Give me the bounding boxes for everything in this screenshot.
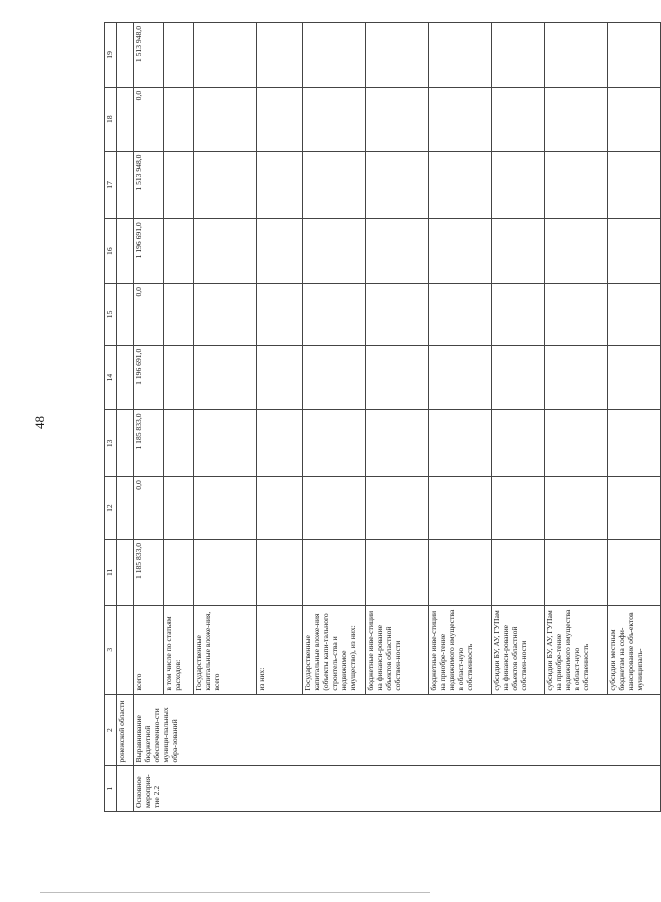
row-label: Государственные капитальные вложе-ния, всего [194,605,257,694]
measure-title: Основное мероприя-тие 2.2 [134,766,661,812]
header-col-1: 1 [105,766,117,812]
row-label: из них: [257,605,303,694]
header-col-12: 12 [105,477,117,540]
value-cell: 1 185 833,0 [134,410,164,477]
continuation-col-3 [117,605,134,694]
row-label: бюджетные инве-стиции на приобре-тение недвижимого имущества в област-ную собственность [429,605,492,694]
header-col-11: 11 [105,539,117,605]
table-row [492,23,545,812]
continuation-row [117,23,134,812]
header-col-16: 16 [105,219,117,284]
header-col-13: 13 [105,410,117,477]
header-col-14: 14 [105,345,117,410]
header-col-3: 3 [105,605,117,694]
value-cell: 0,0 [134,87,164,151]
table-row [164,23,194,812]
continuation-col-1 [117,766,134,812]
table-row [429,23,492,812]
value-cell: 0,0 [134,284,164,346]
row-label: в том числе по статьям расходов: [164,605,194,694]
page-number: 48 [32,416,47,429]
table-row [608,23,661,812]
rotated-page-content [104,22,644,812]
header-col-18: 18 [105,87,117,151]
value-cell: 1 196 691,0 [134,219,164,284]
measure-name: Выравнивание бюджетной обеспеченно-сти муници-пальных обра-зований [134,694,661,766]
table-row [303,23,366,812]
table-row [257,23,303,812]
table-row [366,23,429,812]
value-cell: 1 513 948,0 [134,23,164,88]
table-row [194,23,257,812]
continuation-col-2: ронежской области [117,694,134,766]
header-col-19: 19 [105,23,117,88]
table-row [134,23,164,812]
row-label: Государственные капитальные вложе-ния (объекты капи-тального строитель-ства и недвижимое имущество), из них: [303,605,366,694]
row-label: бюджетные инве-стиции на финанси-рование объектов областной собствен-ности [366,605,429,694]
table-row [545,23,608,812]
value-cell: 1 185 833,0 [134,539,164,605]
header-col-15: 15 [105,284,117,346]
row-label: всего [134,605,164,694]
header-col-17: 17 [105,151,117,219]
header-col-2: 2 [105,694,117,766]
budget-table [104,22,661,812]
value-cell: 0,0 [134,477,164,540]
header-row [105,23,117,812]
row-label: субсидии БУ, АУ, ГУПам на приобре-тение недвижимого имущества в област-ную собственность [545,605,608,694]
value-cell: 1 513 948,0 [134,151,164,219]
row-label: субсидии местным бюджетам на софи-нансирование объ-ектов муниципаль- [608,605,661,694]
row-label: субсидии БУ, АУ, ГУПам на финанси-рование объектов областной собствен-ности [492,605,545,694]
value-cell: 1 196 691,0 [134,345,164,410]
footer-rule [40,892,430,893]
